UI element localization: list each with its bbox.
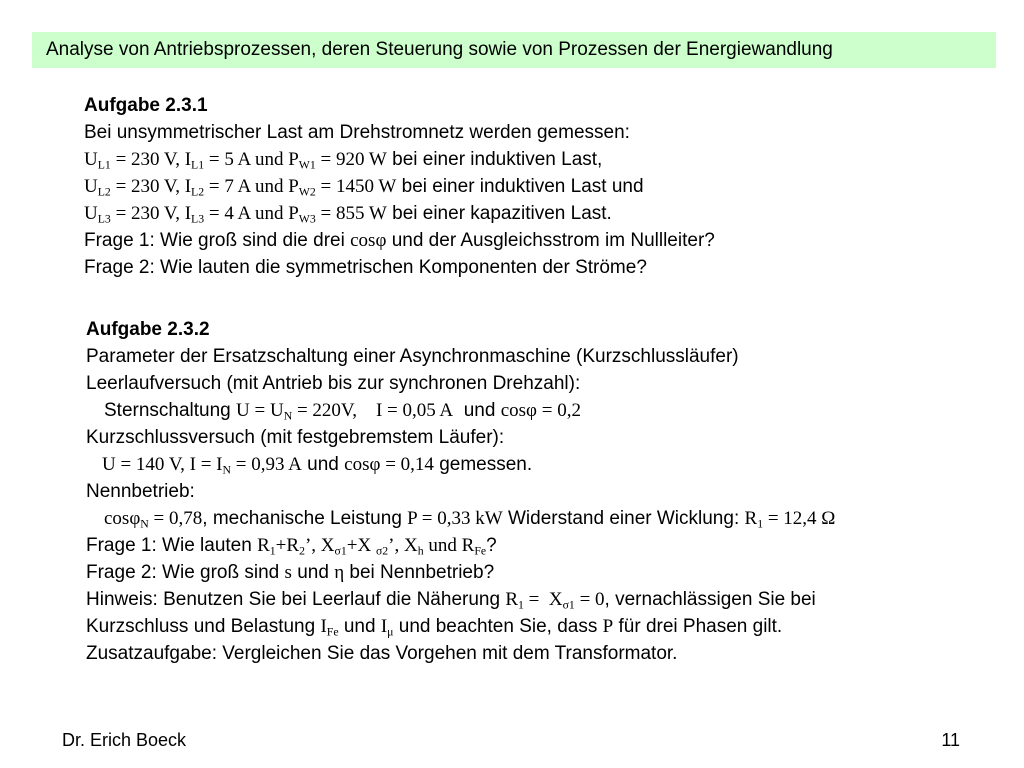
task2-nominal-values xyxy=(86,505,835,532)
sub: L2 xyxy=(97,185,111,199)
text: Frage 1: Wie groß sind die drei xyxy=(84,230,351,251)
slide-title: Analyse von Antriebsprozessen, deren Steuerung sowie von Prozessen der Energiewandlung xyxy=(32,32,996,68)
sub: W3 xyxy=(298,212,316,226)
text: bei einer induktiven Last, xyxy=(386,149,603,170)
formula: s xyxy=(284,562,292,583)
text: bei einer kapazitiven Last. xyxy=(386,203,612,224)
text: und der Ausgleichsstrom im Nullleiter? xyxy=(386,230,715,251)
formula: ’, X xyxy=(304,535,335,556)
task2-question-1 xyxy=(86,532,835,559)
formula: cosφ = 0,2 xyxy=(500,400,581,421)
text: Sternschaltung xyxy=(104,400,237,421)
task1-question-2: Frage 2: Wie lauten die symmetrischen Komponenten der Ströme? xyxy=(84,257,647,278)
task1-intro: Bei unsymmetrischer Last am Drehstromnetz werden gemessen: xyxy=(84,122,630,143)
sub: L1 xyxy=(191,158,205,172)
task-2-3-2 xyxy=(86,316,835,667)
formula: +R xyxy=(275,535,300,556)
formula: = 920 W xyxy=(315,149,387,170)
sub: W1 xyxy=(298,158,316,172)
formula: = 1450 W xyxy=(315,176,397,197)
text: , vernachlässigen Sie bei xyxy=(604,589,816,610)
formula: cosφ = 0,14 xyxy=(344,454,434,475)
sub: L2 xyxy=(191,185,205,199)
text: Kurzschluss und Belastung xyxy=(86,616,321,637)
task2-hint-2 xyxy=(86,613,835,640)
formula: R xyxy=(505,589,519,610)
formula: = 0,93 A xyxy=(231,454,302,475)
sub: μ xyxy=(387,625,394,639)
formula: = 220V, I = 0,05 A xyxy=(292,400,454,421)
page-number: 11 xyxy=(941,730,960,750)
footer-author: Dr. Erich Boeck xyxy=(62,730,187,750)
task1-title: Aufgabe 2.3.1 xyxy=(84,95,208,116)
text: und xyxy=(301,454,345,475)
task2-title: Aufgabe 2.3.2 xyxy=(86,319,210,340)
formula: und R xyxy=(423,535,475,556)
task-2-3-1 xyxy=(84,92,715,281)
formula: +X xyxy=(346,535,376,556)
formula: I xyxy=(380,616,388,637)
sub: L3 xyxy=(191,212,205,226)
sub: N xyxy=(283,409,293,423)
sub: Fe xyxy=(474,544,487,558)
sub: 2 xyxy=(299,544,305,558)
formula: U xyxy=(84,149,98,170)
task1-load-1 xyxy=(84,146,715,173)
task1-load-3 xyxy=(84,200,715,227)
task2-star-connection xyxy=(86,397,835,424)
formula: = 12,4 Ω xyxy=(763,508,836,529)
formula: cosφ xyxy=(350,230,387,251)
formula: = 230 V, I xyxy=(110,176,192,197)
formula: = 230 V, I xyxy=(110,149,192,170)
text: und xyxy=(338,616,381,637)
sub: L1 xyxy=(97,158,111,172)
formula: = 230 V, I xyxy=(110,203,192,224)
formula: U = 140 V, I = I xyxy=(102,454,223,475)
text: Hinweis: Benutzen Sie bei Leerlauf die Näherung xyxy=(86,589,506,610)
sub: N xyxy=(222,463,231,477)
text: für drei Phasen gilt. xyxy=(613,616,783,637)
text: ? xyxy=(486,535,497,556)
formula: R xyxy=(744,508,758,529)
formula: ’, X xyxy=(388,535,418,556)
text: bei Nennbetrieb? xyxy=(344,562,495,583)
sub: σ1 xyxy=(334,544,347,558)
sub: h xyxy=(417,544,424,558)
sub: 1 xyxy=(757,517,764,531)
text: und xyxy=(291,562,335,583)
text: bei einer induktiven Last und xyxy=(396,176,644,197)
text: Widerstand einer Wicklung: xyxy=(502,508,745,529)
task2-short-circuit-test: Kurzschlussversuch (mit festgebremstem Läufer): xyxy=(86,427,505,448)
formula: I xyxy=(320,616,327,637)
task2-hint-1 xyxy=(86,586,835,613)
text: Frage 2: Wie groß sind xyxy=(86,562,285,583)
text: und beachten Sie, dass xyxy=(393,616,603,637)
task2-question-2 xyxy=(86,559,835,586)
sub: W2 xyxy=(298,185,316,199)
formula: = 5 A und P xyxy=(204,149,299,170)
formula: = X xyxy=(523,589,563,610)
formula: U xyxy=(84,203,98,224)
formula: P xyxy=(602,616,614,637)
text: gemessen. xyxy=(433,454,533,475)
sub: σ2 xyxy=(375,544,389,558)
formula: cosφ xyxy=(104,508,141,529)
sub: N xyxy=(140,517,149,531)
sub: 1 xyxy=(269,544,276,558)
task2-extra: Zusatzaufgabe: Vergleichen Sie das Vorgehen mit dem Transformator. xyxy=(86,643,678,664)
sub: L3 xyxy=(97,212,111,226)
task2-nominal: Nennbetrieb: xyxy=(86,481,195,502)
formula: = 4 A und P xyxy=(204,203,299,224)
text: und xyxy=(453,400,501,421)
formula: U xyxy=(84,176,98,197)
formula: R xyxy=(257,535,270,556)
task1-load-2 xyxy=(84,173,715,200)
task2-short-circuit-values xyxy=(86,451,835,478)
formula: U = U xyxy=(236,400,284,421)
formula: = 0 xyxy=(574,589,605,610)
formula: η xyxy=(334,562,345,583)
task2-idle-test: Leerlaufversuch (mit Antrieb bis zur synchronen Drehzahl): xyxy=(86,373,581,394)
task1-question-1 xyxy=(84,227,715,254)
task2-params: Parameter der Ersatzschaltung einer Asynchronmaschine (Kurzschlussläufer) xyxy=(86,346,739,367)
formula: = 855 W xyxy=(315,203,387,224)
sub: Fe xyxy=(326,625,339,639)
sub: 1 xyxy=(518,598,524,612)
formula: = 0,78 xyxy=(148,508,203,529)
formula: = 7 A und P xyxy=(204,176,299,197)
text: Frage 1: Wie lauten xyxy=(86,535,258,556)
text: , mechanische Leistung xyxy=(202,508,408,529)
formula: P = 0,33 kW xyxy=(407,508,503,529)
sub: σ1 xyxy=(562,598,575,612)
